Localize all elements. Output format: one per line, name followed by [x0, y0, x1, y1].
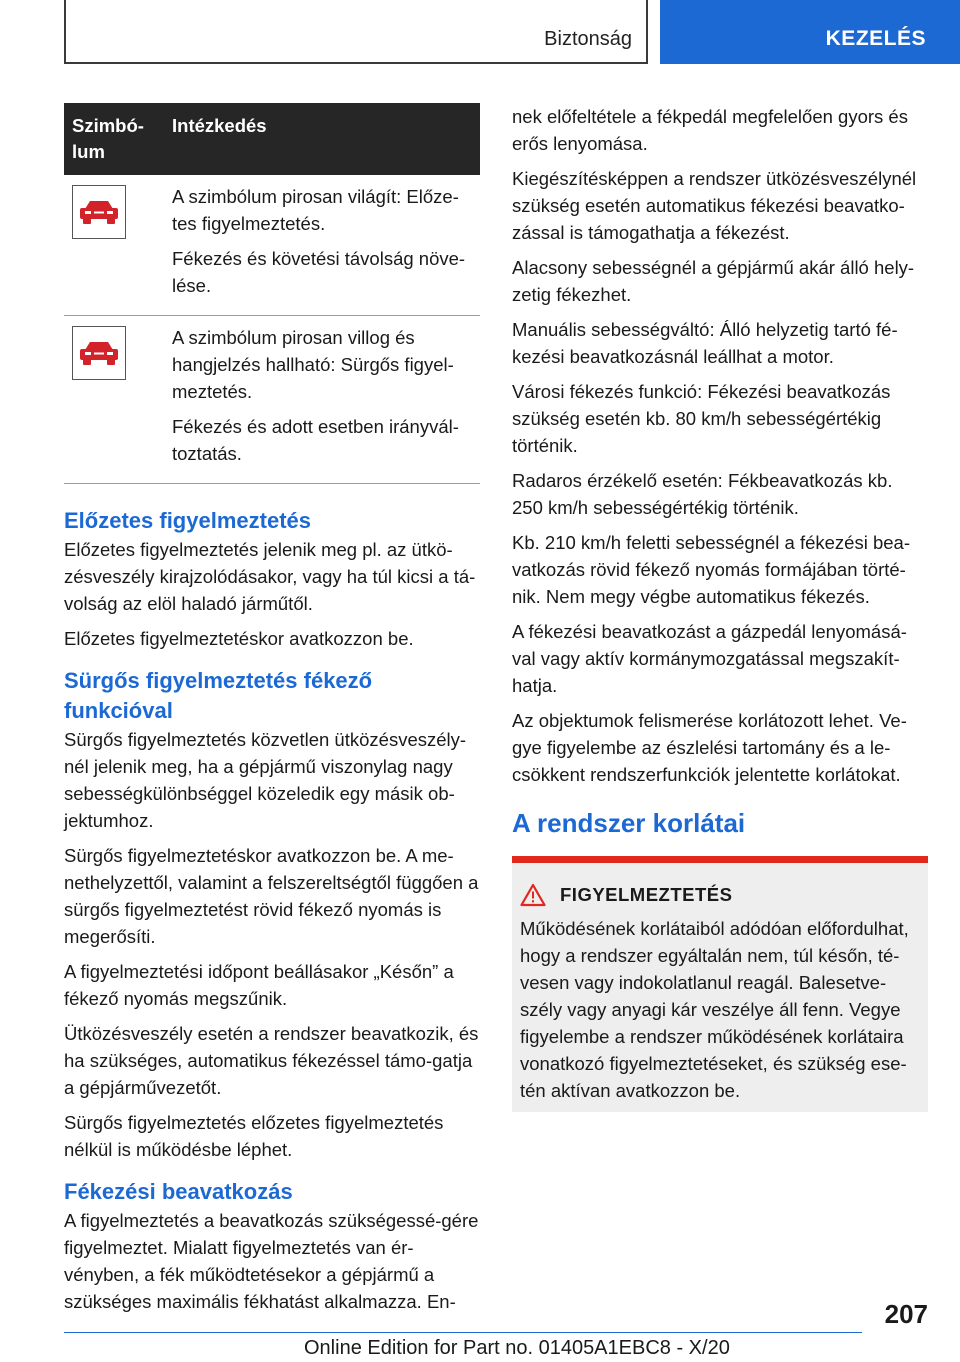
paragraph: Előzetes figyelmeztetéskor avatkozzon be.	[64, 628, 414, 649]
paragraph: Alacsony sebességnél a gépjármű akár álló hely-zetig fékezhet.	[512, 257, 915, 305]
warning-title: FIGYELMEZTETÉS	[560, 884, 733, 905]
table-row	[64, 316, 480, 484]
chapter-title: KEZELÉS	[825, 27, 926, 50]
table-row	[64, 175, 480, 316]
header-section-box	[64, 0, 648, 64]
heading-braking: Fékezési beavatkozás	[64, 1179, 293, 1204]
heading-system-limits: A rendszer korlátai	[512, 808, 746, 838]
paragraph: Kiegészítésképpen a rendszer ütközésveszélynél szükség esetén automatikus fékezési beavatko-zással is támogathatja a fékezést.	[512, 168, 917, 243]
paragraph: A figyelmeztetési időpont beállásakor „Későn” a fékező nyomás megszűnik.	[64, 961, 454, 1009]
page-number: 207	[884, 1299, 928, 1329]
paragraph: Kb. 210 km/h feletti sebességnél a fékezési bea-vatkozás rövid fékező nyomás formájában törté-nik. Nem megy végbe automatikus fékezés.	[512, 532, 910, 607]
symbol-table	[64, 103, 480, 484]
table-header-action: Intézkedés	[164, 103, 480, 175]
car-warning-icon	[72, 326, 126, 380]
paragraph: Radaros érzékelő esetén: Fékbeavatkozás kb. 250 km/h sebességértékig történik.	[512, 470, 893, 518]
paragraph: Előzetes figyelmeztetés jelenik meg pl. az ütkö-zésveszély kirajzolódásakor, vagy ha túl kicsi a tá-volság az elöl haladó járműtől.	[64, 539, 476, 614]
table-cell-text: Fékezés és adott esetben irányvál-toztatás.	[172, 416, 459, 464]
paragraph: Sürgős figyelmeztetés előzetes figyelmeztetés nélkül is működésbe léphet.	[64, 1112, 444, 1160]
warning-box	[512, 856, 928, 1112]
paragraph: A figyelmeztetés a beavatkozás szükségessé-gére figyelmeztet. Mialatt figyelmeztetés van ér-vényben, a fék működtetésekor a gépjármű a szükséges maximális fékhatást alkalmazza. En-	[64, 1210, 479, 1312]
footer-edition: Online Edition for Part no. 01405A1EBC8 - X/20	[304, 1337, 730, 1359]
table-header-symbol: Szimbó-lum	[64, 103, 164, 175]
right-column	[512, 103, 928, 890]
paragraph: Az objektumok felismerése korlátozott lehet. Ve-gye figyelembe az észlelési tartomány és a le-csökkent rendszerfunkciók jelentette korlátokat.	[512, 710, 907, 785]
paragraph: Sürgős figyelmeztetéskor avatkozzon be. A me-nethelyzettől, valamint a felszereltségtől függően a sürgős figyelmeztetést rövid fékező nyomás is megerősíti.	[64, 845, 479, 947]
section-title: Biztonság	[544, 28, 632, 50]
warning-text: Működésének korlátaiból adódóan előfordulhat, hogy a rendszer egyáltalán nem, túl későn, té-vesen vagy indokolatlanul reagál. Balesetve-szély vagy anyagi kár veszélye áll fenn. Vegye figyelembe a rendszer működésének korlátaira vonatkozó figyelmeztetéseket, és szükség ese-tén aktívan avatkozzon be.	[520, 918, 909, 1101]
car-warning-icon	[72, 185, 126, 239]
chapter-tab[interactable]	[660, 0, 960, 64]
left-column	[64, 103, 480, 1323]
table-cell-text: Fékezés és követési távolság növe-lése.	[172, 248, 466, 296]
warning-triangle-icon	[520, 883, 546, 907]
footer-divider	[64, 1332, 862, 1333]
table-cell-text: A szimbólum pirosan világít: Előze-tes figyelmeztetés.	[172, 186, 459, 234]
heading-pre-warning: Előzetes figyelmeztetés	[64, 508, 311, 533]
table-cell-text: A szimbólum pirosan villog és hangjelzés hallható: Sürgős figyel-meztetés.	[172, 327, 454, 402]
paragraph: Manuális sebességváltó: Álló helyzetig tartó fé-kezési beavatkozásnál leállhat a motor.	[512, 319, 898, 367]
paragraph: A fékezési beavatkozást a gázpedál lenyomásá-val vagy aktív kormánymozgatással megszakít-hatja.	[512, 621, 907, 696]
paragraph: Ütközésveszély esetén a rendszer beavatkozik, és ha szükséges, automatikus fékezéssel támo-gatja a gépjárművezetőt.	[64, 1023, 479, 1098]
paragraph: Sürgős figyelmeztetés közvetlen ütközésveszély-nél jelenik meg, ha a gépjármű viszonylag nagy sebességkülönbséggel közeledik egy másik ob-jektumhoz.	[64, 729, 467, 831]
warning-header	[520, 883, 920, 907]
paragraph: Városi fékezés funkció: Fékezési beavatkozás szükség esetén kb. 80 km/h sebességértékig történik.	[512, 381, 891, 456]
heading-urgent-warning: Sürgős figyelmeztetés fékező funkcióval	[64, 668, 373, 723]
paragraph: nek előfeltétele a fékpedál megfelelően gyors és erős lenyomása.	[512, 106, 908, 154]
